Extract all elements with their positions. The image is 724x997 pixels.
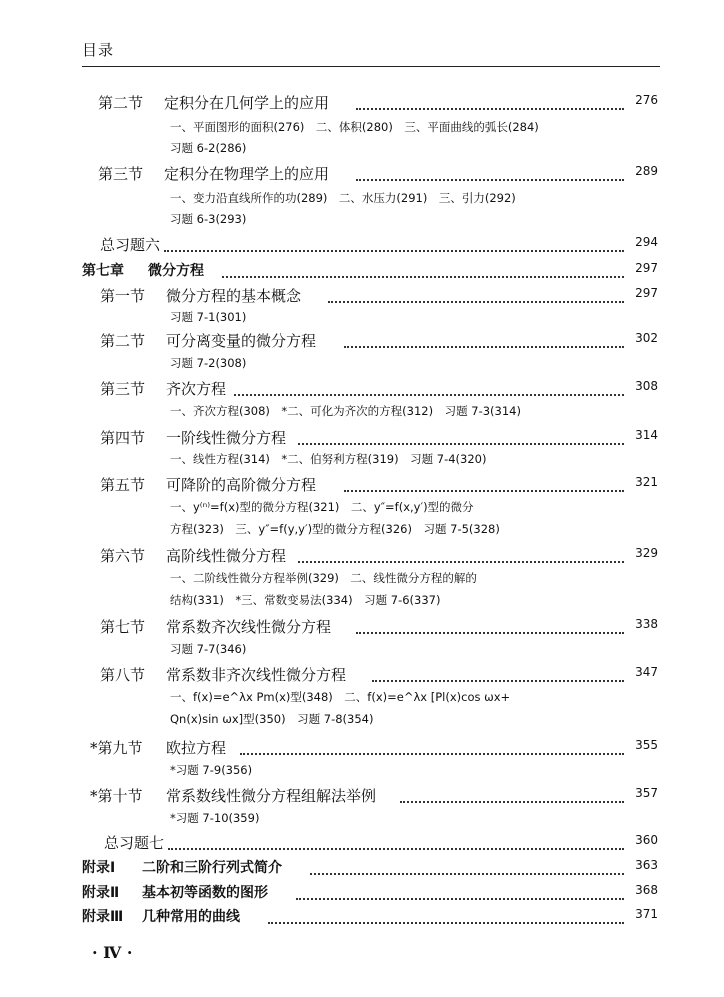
section-title: 微分方程的基本概念 [166,287,302,305]
page-number: 297 [635,261,658,275]
toc-entry[interactable] [0,832,724,854]
toc-entry[interactable] [0,330,724,352]
page-header: 目录 [82,41,115,59]
section-title: 可分离变量的微分方程 [166,332,317,350]
dot-leader [298,545,624,563]
section-title: 常系数非齐次线性微分方程 [166,666,347,684]
section-title: 一阶线性微分方程 [166,429,287,447]
toc-appendix-entry[interactable] [0,857,724,879]
appendix-title: 二阶和三阶行列式简介 [142,860,282,876]
page-number: 308 [635,379,658,393]
appendix-label: 附录Ⅱ [82,885,120,901]
toc-subline: *习题 7-9(356) [170,763,253,777]
dot-leader [372,664,624,682]
page-number: 371 [635,907,658,921]
section-label: 第三节 [98,165,144,183]
toc-subline: 一、f(x)=e^λx Pm(x)型(348) 二、f(x)=e^λx [Pl(x)cos ωx+ [170,690,511,704]
toc-subline: 方程(323) 三、y″=f(y,y′)型的微分方程(326) 习题 7-5(328) [170,522,500,536]
toc-subline: 结构(331) *三、常数变易法(334) 习题 7-6(337) [170,593,441,607]
section-title: 欧拉方程 [166,739,227,757]
toc-subline: *习题 7-10(359) [170,811,260,825]
toc-subline: 一、线性方程(314) *二、伯努利方程(319) 习题 7-4(320) [170,452,487,466]
toc-entry[interactable] [0,163,724,185]
page-number: 363 [635,858,658,872]
page-number: 329 [635,546,658,560]
toc-entry[interactable] [0,234,724,256]
section-label: 第五节 [100,476,146,494]
header-rule [82,66,660,67]
dot-leader [310,857,624,875]
toc-subline: 一、平面图形的面积(276) 二、体积(280) 三、平面曲线的弧长(284) [170,120,539,134]
page-number: 347 [635,665,658,679]
page-number: 294 [635,235,658,249]
section-title: 可降阶的高阶微分方程 [166,476,317,494]
appendix-title: 基本初等函数的图形 [142,885,268,901]
toc-subline: Qn(x)sin ωx]型(350) 习题 7-8(354) [170,712,374,726]
appendix-label: 附录Ⅲ [82,909,124,925]
page-number: 355 [635,738,658,752]
dot-leader [356,92,624,110]
dot-leader [296,882,624,900]
toc-entry[interactable] [0,92,724,114]
dot-leader [240,737,624,755]
page-number: 338 [635,617,658,631]
toc-subline: 习题 6-3(293) [170,212,247,226]
section-label: 第六节 [100,547,146,565]
page-number: 368 [635,883,658,897]
appendix-title: 几种常用的曲线 [142,909,240,925]
section-title: 总习题六 [100,236,161,254]
toc-entry[interactable] [0,664,724,686]
chapter-label: 第七章 [82,263,124,279]
section-title: 定积分在几何学上的应用 [164,94,330,112]
section-label: 第三节 [100,380,146,398]
page-number-footer: · Ⅳ · [92,943,133,962]
section-label: 第四节 [100,429,146,447]
dot-leader [222,260,624,278]
dot-leader [344,330,624,348]
toc-subline: 习题 6-2(286) [170,141,247,155]
toc-subline: 习题 7-1(301) [170,310,247,324]
section-title: 齐次方程 [166,380,227,398]
toc-entry[interactable] [0,545,724,567]
dot-leader [344,474,624,492]
toc-entry[interactable] [0,474,724,496]
page-number: 321 [635,475,658,489]
section-label: 第八节 [100,666,146,684]
page-number: 314 [635,428,658,442]
dot-leader [168,832,624,850]
section-label: *第十节 [90,787,143,805]
toc-subline: 一、齐次方程(308) *二、可化为齐次的方程(312) 习题 7-3(314) [170,404,521,418]
page-number: 297 [635,286,658,300]
section-label: 第二节 [98,94,144,112]
toc-subline: 一、二阶线性微分方程举例(329) 二、线性微分方程的解的 [170,571,477,585]
section-label: *第九节 [90,739,143,757]
dot-leader [268,906,624,924]
toc-subline: 一、变力沿直线所作的功(289) 二、水压力(291) 三、引力(292) [170,191,516,205]
page-number: 289 [635,164,658,178]
section-label: 第二节 [100,332,146,350]
dot-leader [356,616,624,634]
page-number: 276 [635,93,658,107]
toc-entry[interactable] [0,378,724,400]
toc-entry[interactable] [0,285,724,307]
toc-entry[interactable] [0,427,724,449]
section-title: 高阶线性微分方程 [166,547,287,565]
section-title: 定积分在物理学上的应用 [164,165,330,183]
section-title: 常系数线性微分方程组解法举例 [166,787,377,805]
appendix-label: 附录Ⅰ [82,860,116,876]
dot-leader [298,427,624,445]
dot-leader [356,163,624,181]
toc-subline: 习题 7-2(308) [170,356,247,370]
dot-leader [164,234,624,252]
toc-subline: 一、y⁽ⁿ⁾=f(x)型的微分方程(321) 二、y″=f(x,y′)型的微分 [170,500,474,514]
chapter-title: 微分方程 [148,263,204,279]
dot-leader [400,785,624,803]
page-number: 302 [635,331,658,345]
toc-entry[interactable] [0,737,724,759]
dot-leader [234,378,624,396]
toc-subline: 习题 7-7(346) [170,642,247,656]
section-label: 第一节 [100,287,146,305]
page-number: 360 [635,833,658,847]
dot-leader [328,285,624,303]
section-title: 常系数齐次线性微分方程 [166,618,332,636]
section-title: 总习题七 [104,834,165,852]
page-number: 357 [635,786,658,800]
toc-appendix-entry[interactable] [0,882,724,904]
section-label: 第七节 [100,618,146,636]
toc-entry[interactable] [0,785,724,807]
toc-chapter-entry[interactable] [0,260,724,282]
toc-appendix-entry[interactable] [0,906,724,928]
toc-entry[interactable] [0,616,724,638]
